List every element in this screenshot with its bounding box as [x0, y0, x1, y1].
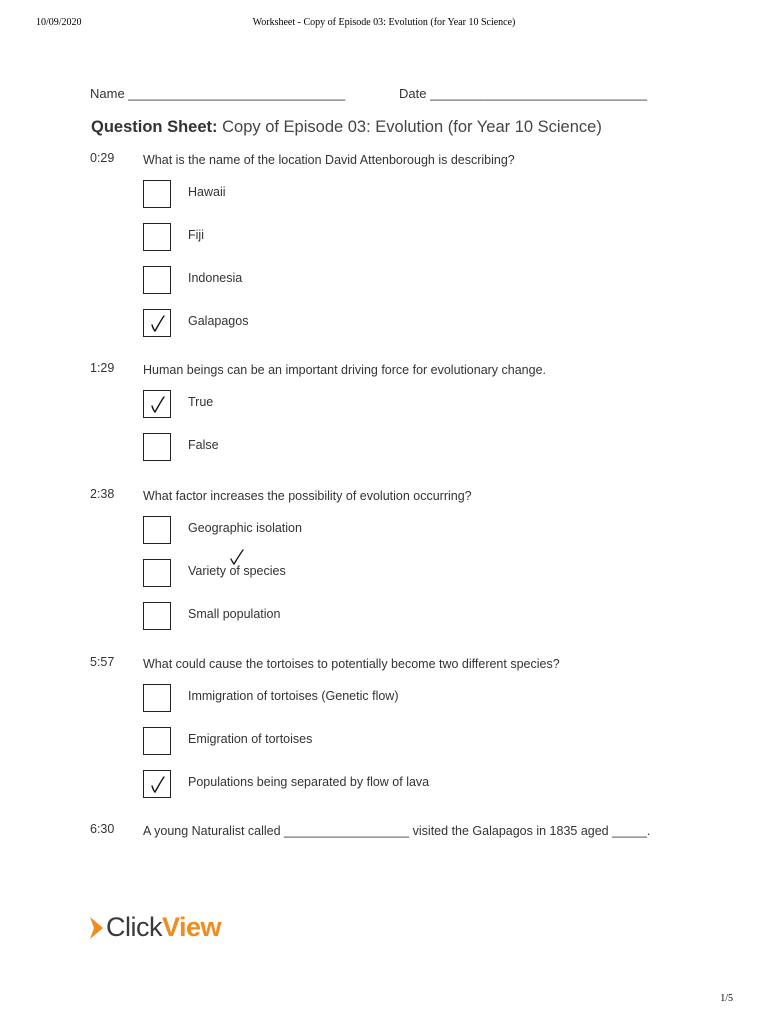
- print-header: [0, 17, 768, 31]
- question-text: What is the name of the location David Attenborough is describing?: [143, 153, 515, 167]
- checkbox[interactable]: [143, 559, 171, 587]
- sheet-title-rest: Copy of Episode 03: Evolution (for Year 10 Science): [217, 118, 602, 136]
- checkbox[interactable]: [143, 266, 171, 294]
- checkbox-checked[interactable]: [143, 770, 171, 798]
- check-mark-icon: [149, 314, 167, 334]
- sheet-title-bold: Question Sheet:: [91, 118, 218, 136]
- logo-wordmark: [106, 912, 221, 943]
- checkbox[interactable]: [143, 602, 171, 630]
- option-label: True: [188, 395, 214, 409]
- print-title: Worksheet - Copy of Episode 03: Evolution (for Year 10 Science): [252, 17, 516, 28]
- option-label: Small population: [188, 607, 281, 621]
- option-indonesia[interactable]: [143, 266, 643, 296]
- checkbox[interactable]: [143, 180, 171, 208]
- checkbox[interactable]: [143, 727, 171, 755]
- option-fiji[interactable]: [143, 223, 643, 253]
- page-number: 1/5: [720, 993, 733, 1004]
- check-mark-icon: [149, 775, 167, 795]
- question-timestamp: 6:30: [90, 822, 115, 836]
- option-galapagos[interactable]: [143, 309, 643, 339]
- checkbox-checked[interactable]: [143, 309, 171, 337]
- question-5: [90, 822, 670, 842]
- option-label: False: [188, 438, 219, 452]
- check-mark-icon: [149, 395, 167, 415]
- name-field[interactable]: Name ______________________________: [90, 86, 346, 101]
- clickview-logo: [90, 912, 230, 943]
- question-text: What factor increases the possibility of evolution occurring?: [143, 489, 472, 503]
- question-4: [90, 655, 670, 789]
- checkbox[interactable]: [143, 223, 171, 251]
- option-hawaii[interactable]: [143, 180, 643, 210]
- play-triangle-icon: [90, 917, 104, 939]
- option-label: Immigration of tortoises (Genetic flow): [188, 689, 399, 703]
- question-3: [90, 487, 670, 621]
- checkbox[interactable]: [143, 684, 171, 712]
- option-variety-of-species[interactable]: [143, 559, 643, 589]
- logo-view-text: View: [162, 912, 222, 942]
- option-true[interactable]: [143, 390, 643, 420]
- option-false[interactable]: [143, 433, 643, 463]
- option-label: Galapagos: [188, 314, 249, 328]
- question-text: A young Naturalist called __________________ visited the Galapagos in 1835 aged _____.: [143, 824, 651, 838]
- handwritten-check-mark-icon: [229, 548, 245, 566]
- question-timestamp: 5:57: [90, 655, 115, 669]
- question-text: Human beings can be an important driving force for evolutionary change.: [143, 363, 547, 377]
- option-label: Populations being separated by flow of lava: [188, 775, 430, 789]
- option-label: Hawaii: [188, 185, 226, 199]
- option-lava-separation[interactable]: [143, 770, 643, 800]
- option-immigration[interactable]: [143, 684, 643, 714]
- question-timestamp: 2:38: [90, 487, 115, 501]
- question-text: What could cause the tortoises to potentially become two different species?: [143, 657, 560, 671]
- checkbox-checked[interactable]: [143, 390, 171, 418]
- checkbox[interactable]: [143, 516, 171, 544]
- option-small-population[interactable]: [143, 602, 643, 632]
- option-label: Fiji: [188, 228, 204, 242]
- question-1: [90, 151, 670, 328]
- question-2: [90, 361, 670, 452]
- logo-click-text: Click: [106, 912, 162, 942]
- option-label: Variety of species: [188, 564, 286, 578]
- option-label: Indonesia: [188, 271, 243, 285]
- question-timestamp: 0:29: [90, 151, 115, 165]
- option-emigration[interactable]: [143, 727, 643, 757]
- question-timestamp: 1:29: [90, 361, 115, 375]
- print-date: 10/09/2020: [36, 17, 82, 28]
- option-label: Geographic isolation: [188, 521, 302, 535]
- checkbox[interactable]: [143, 433, 171, 461]
- option-geographic-isolation[interactable]: [143, 516, 643, 546]
- sheet-title: [91, 118, 602, 137]
- date-field[interactable]: Date ______________________________: [399, 86, 647, 101]
- option-label: Emigration of tortoises: [188, 732, 313, 746]
